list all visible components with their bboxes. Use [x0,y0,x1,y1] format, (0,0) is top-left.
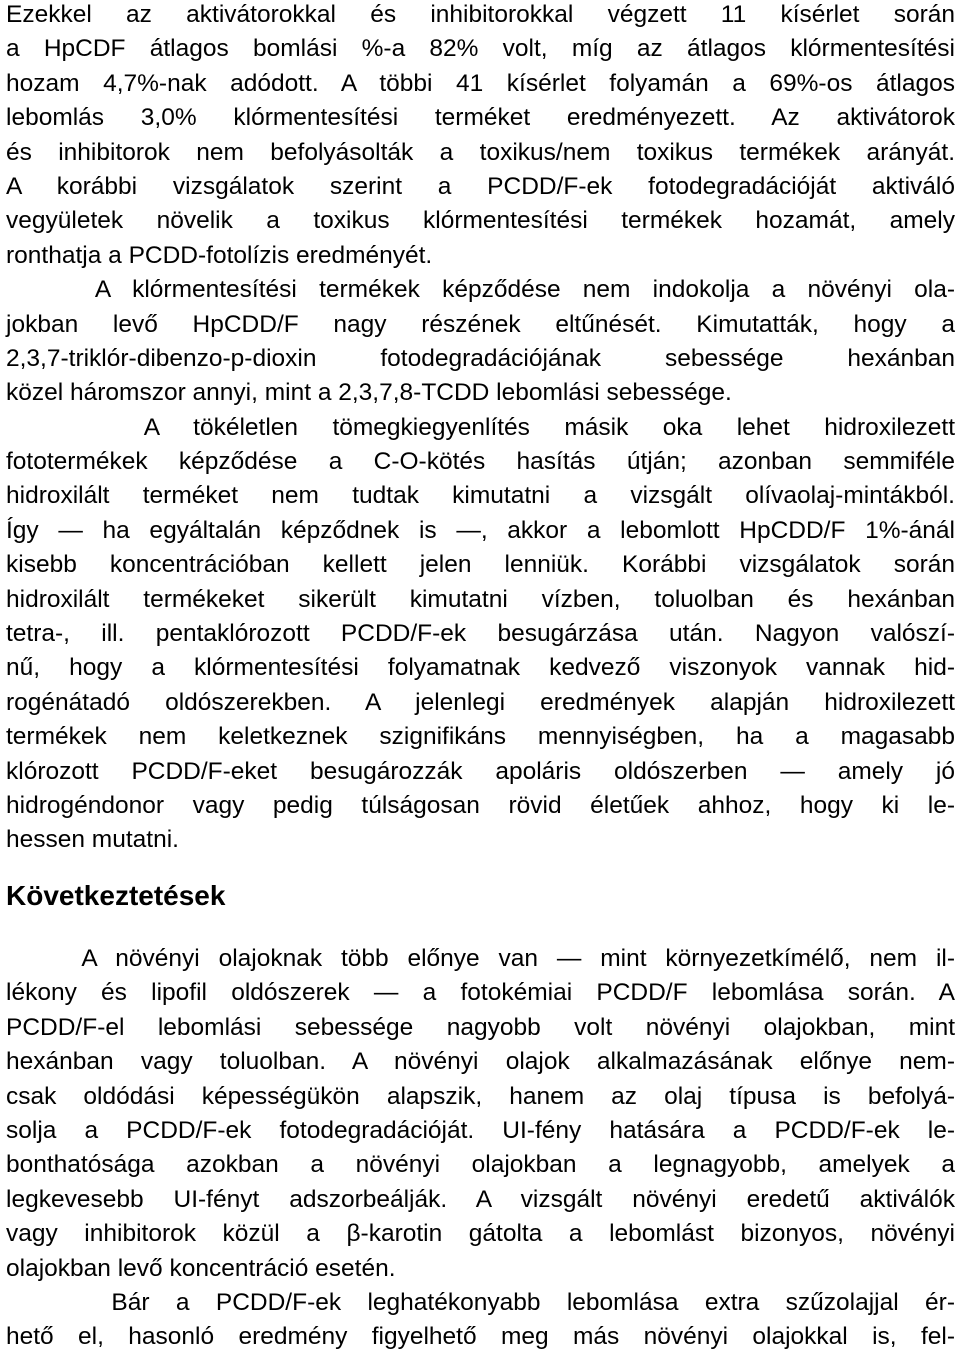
text-line: ronthatja a PCDD-fotolízis eredményét. [6,241,433,269]
text-line: A korábbi vizsgálatok szerint a PCDD/F-ek fotodegradációját aktiváló [6,172,955,200]
text-line: hidrogéndonor vagy pedig túlságosan rövid életűek ahhoz, hogy ki le- [6,791,955,819]
text-line: hidroxilált termékeket sikerült kimutatni vízben, toluolban és hexánban [6,585,955,613]
text-line: termékek nem keletkeznek szignifikáns mennyiségben, ha a magasabb [6,723,955,751]
text-block-results [6,0,955,858]
text-line: tetra-, ill. pentaklórozott PCDD/F-ek besugárzása után. Nagyon valószí- [6,620,955,648]
text-line: legkevesebb UI-fényt adszorbeálják. A vizsgált növényi eredetű aktiválók [6,1185,955,1213]
text-line: hozam 4,7%-nak adódott. A többi 41 kísérlet folyamán a 69%-os átlagos [6,69,955,97]
section-heading: Következtetések [6,880,226,911]
text-line: Így — ha egyáltalán képződnek is —, akkor a lebomlott HpCDD/F 1%-ánál [6,516,955,544]
text-line: klórozott PCDD/F-eket besugározzák apoláris oldószerben — amely jó [6,757,955,785]
text-block-conclusions [6,942,955,1355]
text-line: hidroxilált terméket nem tudtak kimutatni a vizsgált olívaolaj-mintákból. [6,482,955,510]
text-line: hexánban vagy toluolban. A növényi olajok alkalmazásának előnye nem- [6,1048,955,1076]
text-line: A tökéletlen tömegkiegyenlítés másik oka lehet hidroxilezett [6,413,955,441]
text-line: hessen mutatni. [6,826,179,854]
text-line: rogénátadó oldószerekben. A jelenlegi eredmények alapján hidroxilezett [6,688,955,716]
text-line: hető el, hasonló eredmény figyelhető meg más növényi olajokkal is, fel- [6,1323,955,1351]
text-line: csak oldódási képességükön alapszik, hanem az olaj típusa is befolyá- [6,1082,955,1110]
text-line: a HpCDF átlagos bomlási %-a 82% volt, míg az átlagos klórmentesítési [6,35,955,63]
text-line: fototermékek képződése a C-O-kötés hasítás útján; azonban semmiféle [6,448,955,476]
text-line: jokban levő HpCDD/F nagy részének eltűnését. Kimutatták, hogy a [6,310,955,338]
text-line: vegyületek növelik a toxikus klórmentesítési termékek hozamát, amely [6,207,955,235]
text-line: vagy inhibitorok közül a β-karotin gátolta a lebomlást bizonyos, növényi [6,1220,955,1248]
text-line: A növényi olajoknak több előnye van — mint környezetkímélő, nem il- [6,945,955,972]
text-line: A klórmentesítési termékek képződése nem indokolja a növényi ola- [6,276,955,304]
text-line: Bár a PCDD/F-ek leghatékonyabb lebomlása extra szűzolajjal ér- [6,1288,955,1316]
text-line: solja a PCDD/F-ek fotodegradációját. UI-fény hatására a PCDD/F-ek le- [6,1116,955,1144]
text-line: Ezekkel az aktivátorokkal és inhibitorokkal végzett 11 kísérlet során [6,1,955,28]
text-line: lékony és lipofil oldószerek — a fotokémiai PCDD/F lebomlása során. A [6,979,955,1007]
text-line: lebomlás 3,0% klórmentesítési terméket eredményezett. Az aktivátorok [6,104,955,132]
text-line: közel háromszor annyi, mint a 2,3,7,8-TCDD lebomlási sebessége. [6,379,732,407]
text-line: 2,3,7-triklór-dibenzo-p-dioxin fotodegradációjának sebessége hexánban [6,344,955,372]
text-line: olajokban levő koncentráció esetén. [6,1254,396,1282]
text-line: bonthatósága azokban a növényi olajokban a legnagyobb, amelyek a [6,1151,955,1179]
text-line: nű, hogy a klórmentesítési folyamatnak kedvező viszonyok vannak hid- [6,654,955,682]
text-line: és inhibitorok nem befolyásolták a toxikus/nem toxikus termékek arányát. [6,138,955,166]
text-line: PCDD/F-el lebomlási sebessége nagyobb volt növényi olajokban, mint [6,1013,955,1041]
text-line: kisebb koncentrációban kellett jelen lenniük. Korábbi vizsgálatok során [6,551,955,579]
